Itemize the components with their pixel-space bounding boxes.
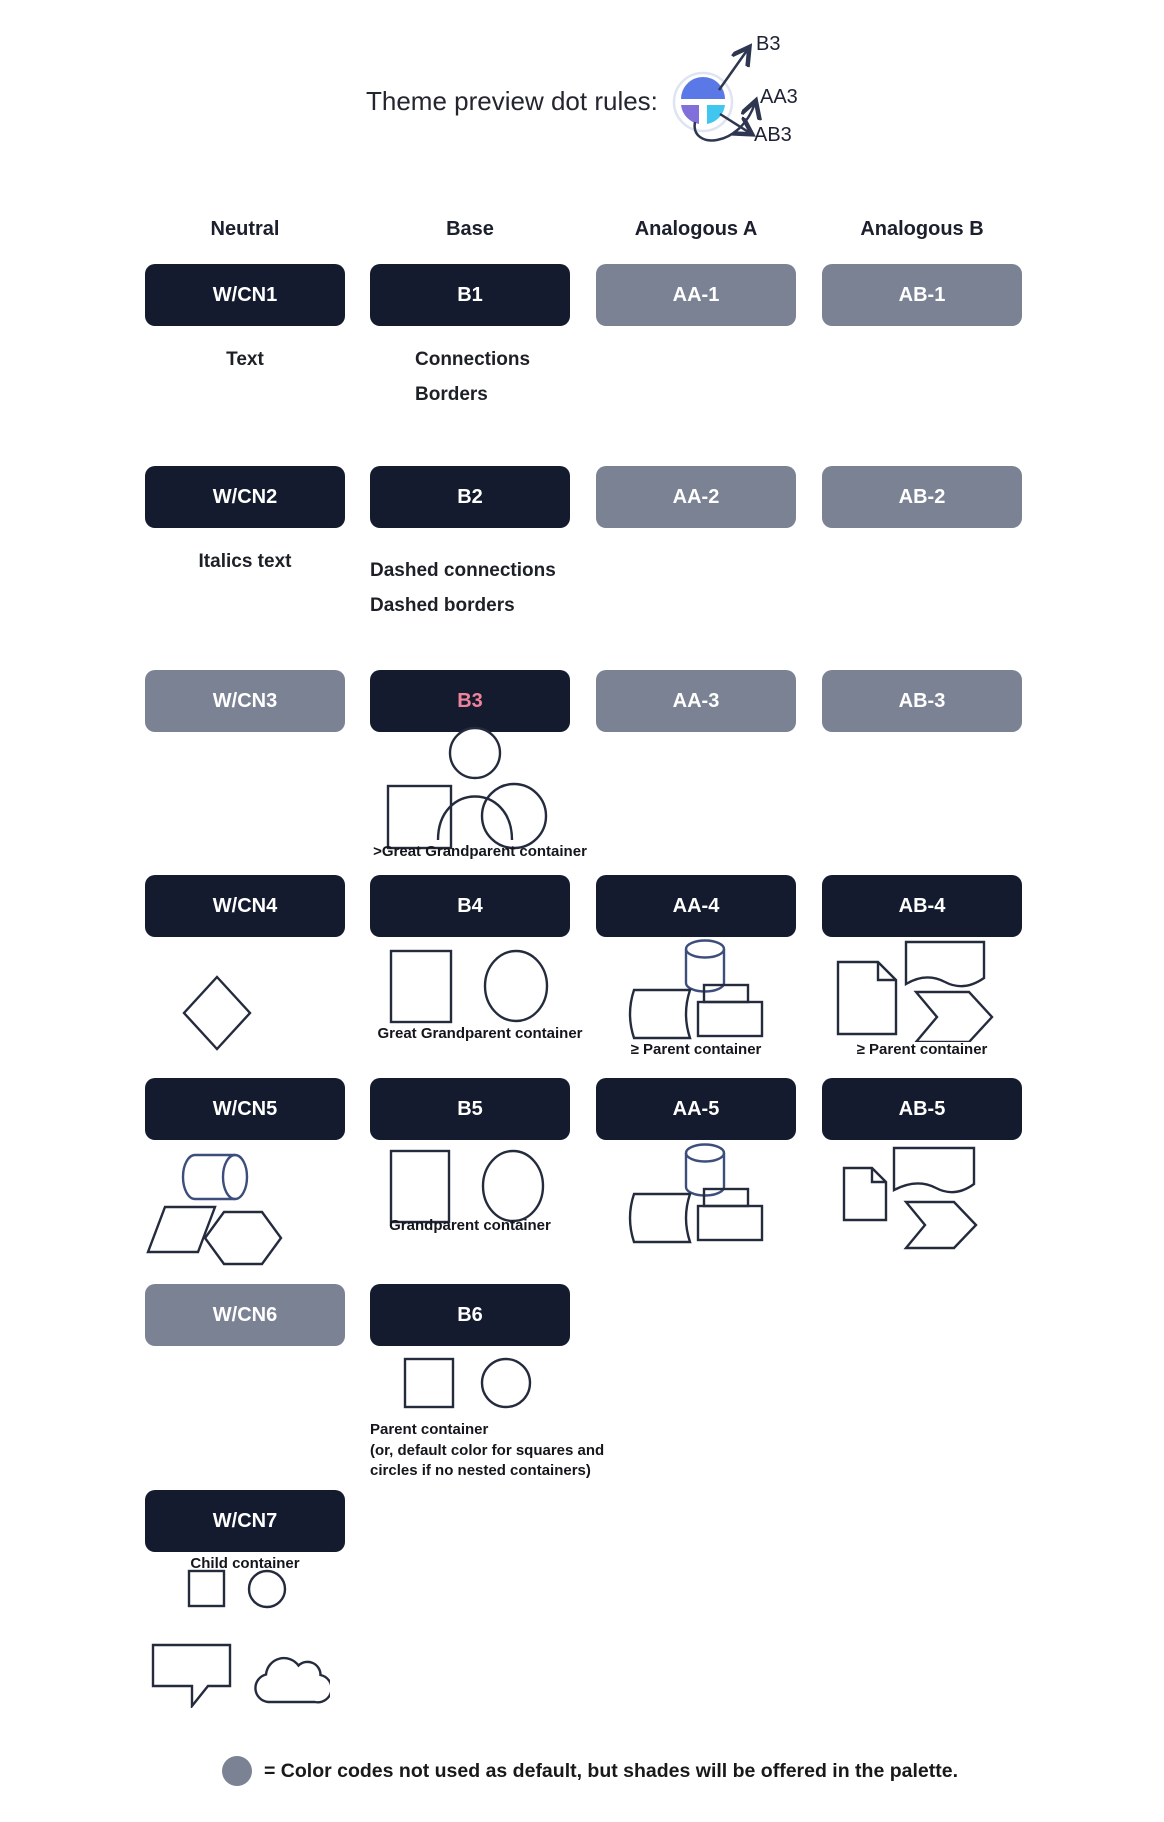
curved-card-shape <box>630 1194 690 1242</box>
page-title: Theme preview dot rules: <box>366 86 658 116</box>
wcn5-shape-group <box>143 1152 293 1266</box>
caption-b6-line2: (or, default color for squares and <box>370 1441 605 1459</box>
pill-aa2: AA-2 <box>596 466 796 528</box>
caption-wcn7: Child container <box>190 1555 300 1572</box>
column-header-analogous-a: Analogous A <box>634 218 758 240</box>
arrow-to-b3 <box>719 49 748 90</box>
dot-label-b3: B3 <box>756 33 781 55</box>
person-head-shape <box>450 728 500 778</box>
wcn4-shape-group <box>182 975 252 1051</box>
square-shape <box>391 951 451 1022</box>
circle-shape <box>485 951 547 1021</box>
circle-shape <box>249 1571 285 1607</box>
pill-ab4: AB-4 <box>822 875 1022 937</box>
dot-label-aa3: AA3 <box>760 86 798 108</box>
caption-b2-line2: Dashed borders <box>370 595 515 616</box>
aa4-shape-group <box>604 938 774 1040</box>
cylinder-top-shape <box>686 941 724 958</box>
footer-note: = Color codes not used as default, but shades will be offered in the palette. <box>264 1760 958 1782</box>
gray-dot-icon <box>222 1756 252 1786</box>
curved-card-shape <box>630 990 690 1038</box>
pill-wcn6: W/CN6 <box>145 1284 345 1346</box>
pill-aa1: AA-1 <box>596 264 796 326</box>
pill-wcn7: W/CN7 <box>145 1490 345 1552</box>
pill-ab3: AB-3 <box>822 670 1022 732</box>
hexagon-shape <box>205 1212 281 1264</box>
b3-shape-group <box>372 726 602 852</box>
horizontal-cylinder-end-shape <box>223 1155 247 1199</box>
caption-b1 <box>415 342 530 412</box>
chevron-shape <box>916 992 992 1042</box>
dot-label-ab3: AB3 <box>754 124 792 146</box>
ab5-shape-group <box>824 1146 999 1250</box>
diamond-shape <box>184 977 250 1049</box>
caption-b6 <box>370 1420 604 1482</box>
speech-bubble-shape <box>153 1645 230 1706</box>
b4-shape-group <box>388 948 553 1026</box>
wavy-document-shape <box>894 1148 974 1192</box>
pill-wcn4: W/CN4 <box>145 875 345 937</box>
circle-shape <box>483 1151 543 1221</box>
square-shape <box>405 1359 453 1407</box>
person-shape <box>438 797 512 841</box>
pill-ab1: AB-1 <box>822 264 1022 326</box>
b5-shape-group <box>388 1148 553 1226</box>
pill-wcn3: W/CN3 <box>145 670 345 732</box>
pill-wcn2: W/CN2 <box>145 466 345 528</box>
pill-b1: B1 <box>370 264 570 326</box>
caption-ab4-shapes: ≥ Parent container <box>856 1041 988 1058</box>
caption-b1-line1: Connections <box>415 349 531 370</box>
caption-b2 <box>370 553 556 623</box>
column-header-analogous-b: Analogous B <box>860 218 984 240</box>
pill-aa3: AA-3 <box>596 670 796 732</box>
column-header-base: Base <box>446 218 494 240</box>
folder-body-shape <box>698 1206 762 1240</box>
caption-b6-line1: Parent container <box>370 1421 489 1438</box>
caption-aa4-shapes: ≥ Parent container <box>630 1041 762 1058</box>
caption-b1-line2: Borders <box>415 384 488 405</box>
pill-b4: B4 <box>370 875 570 937</box>
pill-b6: B6 <box>370 1284 570 1346</box>
parallelogram-shape <box>148 1207 215 1252</box>
theme-dot-diagram <box>640 22 850 154</box>
caption-b5-shapes: Grandparent container <box>389 1217 551 1234</box>
chevron-shape <box>906 1202 976 1248</box>
pill-ab5: AB-5 <box>822 1078 1022 1140</box>
pill-aa4: AA-4 <box>596 875 796 937</box>
caption-b2-line1: Dashed connections <box>370 560 556 581</box>
document-shape <box>844 1168 886 1220</box>
square-shape <box>391 1151 449 1222</box>
square-shape <box>189 1571 224 1606</box>
circle-shape <box>482 1359 530 1407</box>
pill-wcn1: W/CN1 <box>145 264 345 326</box>
wcn7-shape-group-2 <box>150 1640 330 1708</box>
b6-shape-group <box>402 1356 537 1410</box>
pill-ab2: AB-2 <box>822 466 1022 528</box>
pill-aa5: AA-5 <box>596 1078 796 1140</box>
pill-b2: B2 <box>370 466 570 528</box>
pill-b5: B5 <box>370 1078 570 1140</box>
aa5-shape-group <box>604 1142 774 1244</box>
folder-body-shape <box>698 1002 762 1036</box>
pill-wcn5: W/CN5 <box>145 1078 345 1140</box>
caption-wcn1: Text <box>226 349 264 370</box>
folder-tab-shape <box>704 985 748 1002</box>
arrow-to-ab3 <box>720 114 750 133</box>
wavy-document-shape <box>906 942 984 986</box>
caption-b6-line3: circles if no nested containers) <box>370 1462 591 1479</box>
cylinder-top-shape <box>686 1145 724 1162</box>
caption-b4-shapes: Great Grandparent container <box>377 1025 583 1042</box>
pill-b3: B3 <box>370 670 570 732</box>
caption-wcn2: Italics text <box>198 551 292 572</box>
folder-tab-shape <box>704 1189 748 1206</box>
ab4-shape-group <box>824 940 999 1042</box>
caption-b3-shapes: >Great Grandparent container <box>373 843 587 860</box>
wcn7-shape-group <box>186 1568 301 1610</box>
column-header-neutral: Neutral <box>210 218 280 240</box>
cloud-shape <box>255 1658 330 1702</box>
document-shape <box>838 962 896 1034</box>
